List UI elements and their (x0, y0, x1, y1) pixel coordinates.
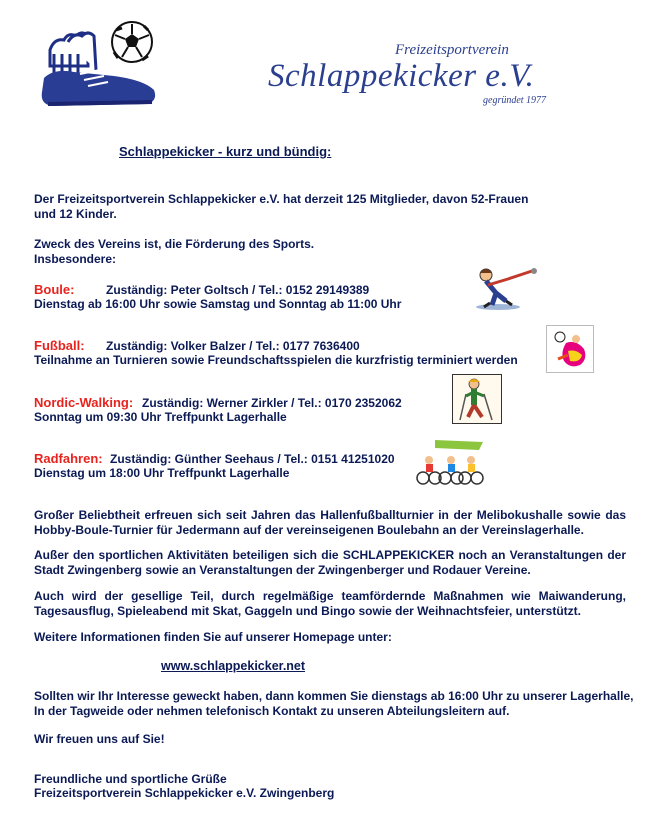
logo-text-main: Schlappekicker e.V. (268, 58, 535, 94)
purpose-line-2: Insbesondere: (34, 252, 117, 266)
sport-contact-nordic-walking: Zuständig: Werner Zirkler / Tel.: 0170 2352062 (142, 396, 402, 410)
sport-contact-boule: Zuständig: Peter Goltsch / Tel.: 0152 29149389 (106, 283, 370, 297)
page-title: Schlappekicker - kurz und bündig: (119, 144, 332, 159)
intro-line-1: Der Freizeitsportverein Schlappekicker e.V. hat derzeit 125 Mitglieder, davon 52-Frauen (34, 192, 529, 206)
paragraph-invite-line-1: Sollten wir Ihr Interesse geweckt haben, dann kommen Sie dienstags ab 16:00 Uhr zu unserer Lagerhalle, (34, 689, 634, 703)
paragraph-invite-line-2: In der Tagweide oder nehmen telefonisch Kontakt zu unseren Abteilungsleitern auf. (34, 704, 510, 718)
logo-text-founded: gegründet 1977 (483, 95, 547, 106)
website-link[interactable]: www.schlappekicker.net (161, 659, 306, 673)
sport-detail-nordic-walking: Sonntag um 09:30 Uhr Treffpunkt Lagerhalle (34, 410, 287, 424)
sport-contact-radfahren: Zuständig: Günther Seehaus / Tel.: 0151 41251020 (110, 452, 395, 466)
intro-line-2: und 12 Kinder. (34, 207, 117, 221)
logo-text-top: Freizeitsportverein (395, 42, 509, 58)
boule-player-icon (470, 267, 542, 311)
club-logo (40, 20, 160, 110)
sport-detail-radfahren: Dienstag um 18:00 Uhr Treffpunkt Lagerhalle (34, 466, 290, 480)
signature-line-2: Freizeitsportverein Schlappekicker e.V. Zwingenberg (34, 786, 335, 800)
sport-name-boule: Boule: (34, 282, 75, 297)
paragraph-activities-line-1: Außer den sportlichen Aktivitäten beteiligen sich die SCHLAPPEKICKER noch an Veranstaltungen der (34, 548, 626, 562)
nordic-walker-icon (452, 374, 502, 424)
paragraph-events-line-1: Großer Beliebtheit erfreuen sich seit Jahren das Hallenfußballturnier in der Melibokushalle sowie das (34, 508, 626, 522)
cyclists-icon (415, 438, 487, 486)
paragraph-social-line-2: Tagesausflug, Spieleabend mit Skat, Gaggeln und Bingo sowie der Weihnachtsfeier, unterstützt. (34, 604, 581, 618)
sport-detail-boule: Dienstag ab 16:00 Uhr sowie Samstag und Sonntag ab 11:00 Uhr (34, 297, 402, 311)
football-player-icon (546, 325, 594, 373)
paragraph-events-line-2: Hobby-Boule-Turnier für Jedermann auf der vereinseigenen Boulebahn an der Vereinslagerhalle. (34, 523, 584, 537)
sport-contact-fussball: Zuständig: Volker Balzer / Tel.: 0177 7636400 (106, 339, 360, 353)
closing-line: Wir freuen uns auf Sie! (34, 732, 165, 746)
signature-line-1: Freundliche und sportliche Grüße (34, 772, 227, 786)
sport-detail-fussball: Teilnahme an Turnieren sowie Freundschaftsspielen die kurzfristig terminiert werden (34, 353, 518, 367)
purpose-line-1: Zweck des Vereins ist, die Förderung des Sports. (34, 237, 315, 251)
paragraph-activities-line-2: Stadt Zwingenberg sowie an Veranstaltungen der Zwingenberger und Rodauer Vereine. (34, 563, 531, 577)
sport-name-radfahren: Radfahren: (34, 451, 103, 466)
sport-name-fussball: Fußball: (34, 338, 85, 353)
paragraph-social-line-1: Auch wird der gesellige Teil, durch regelmäßige teamfördernde Maßnahmen wie Maiwanderung, (34, 589, 626, 603)
homepage-info: Weitere Informationen finden Sie auf unserer Homepage unter: (34, 630, 392, 644)
sport-name-nordic-walking: Nordic-Walking: (34, 395, 134, 410)
